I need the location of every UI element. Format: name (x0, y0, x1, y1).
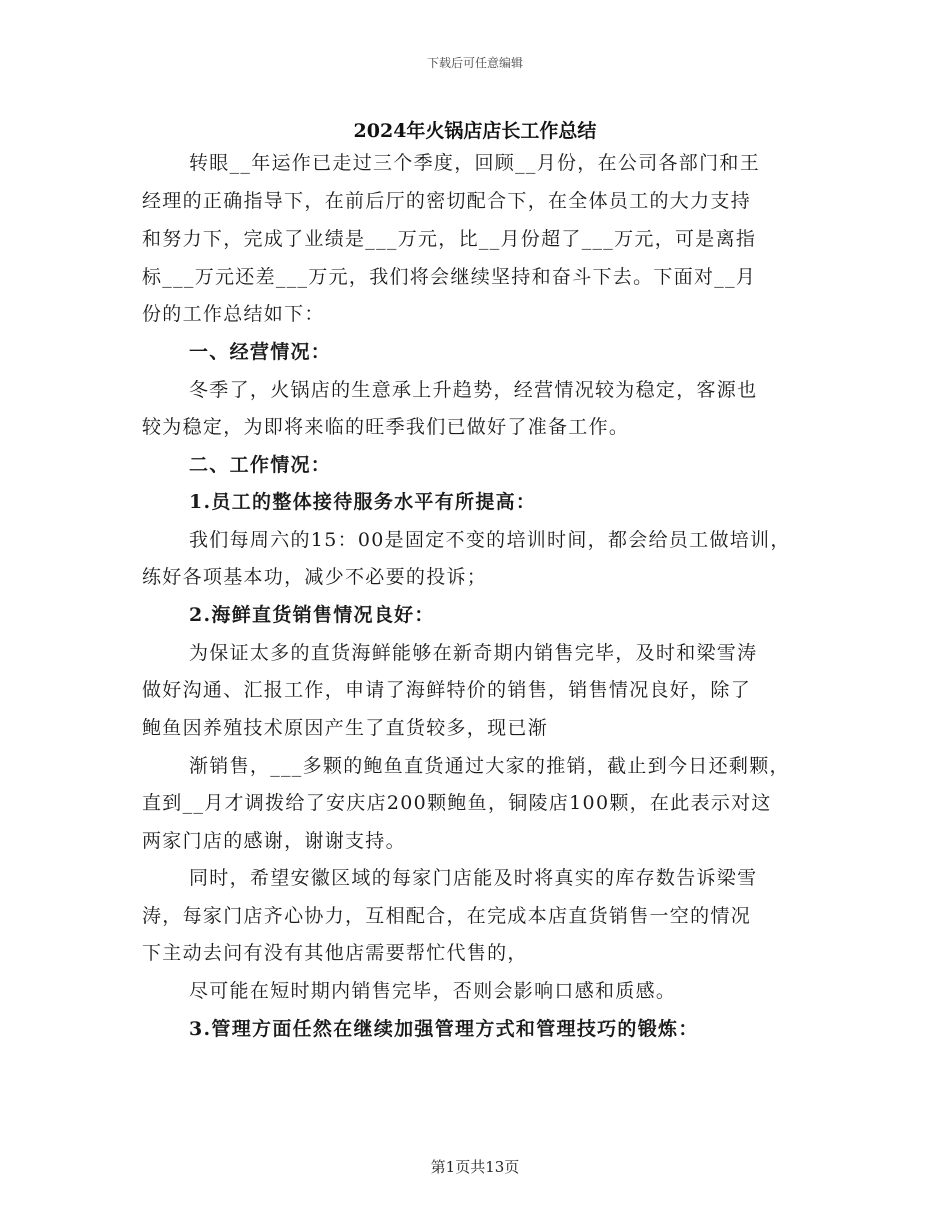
header-note: 下载后可任意编辑 (426, 56, 523, 70)
paragraph-line: 为保证太多的直货海鲜能够在新奇期内销售完毕，及时和梁雪涛 (189, 642, 758, 664)
paragraph-line: 冬季了，火锅店的生意承上升趋势，经营情况较为稳定，客源也 (189, 379, 758, 401)
paragraph-line: 转眼__年运作已走过三个季度，回顾__月份，在公司各部门和王 (189, 152, 761, 174)
paragraph-line: 和努力下，完成了业绩是___万元，比__月份超了___万元，可是离指 (142, 228, 757, 250)
paragraph-line: 鲍鱼因养殖技术原因产生了直货较多，现已渐 (142, 717, 549, 739)
sub-heading: 2.海鲜直货销售情况良好： (189, 604, 435, 626)
paragraph-line: 直到__月才调拨给了安庆店200颗鲍鱼，铜陵店100颗，在此表示对这 (142, 792, 772, 814)
paragraph-line: 尽可能在短时期内销售完毕，否则会影响口感和质感。 (189, 980, 677, 1002)
paragraph-line: 同时，希望安徽区域的每家门店能及时将真实的库存数告诉梁雪 (189, 867, 758, 889)
paragraph-line: 渐销售，___多颗的鲍鱼直货通过大家的推销，截止到今日还剩颗， (189, 755, 790, 777)
paragraph-line: 练好各项基本功，减少不必要的投诉； (142, 566, 488, 588)
paragraph-line: 我们每周六的15：00是固定不变的培训时间，都会给员工做培训， (189, 529, 791, 551)
sub-heading: 3.管理方面任然在继续加强管理方式和管理技巧的锻炼： (189, 1018, 699, 1040)
document-title: 2024年火锅店店长工作总结 (353, 120, 597, 142)
section-heading: 一、经营情况： (189, 341, 332, 363)
paragraph-line: 下主动去问有没有其他店需要帮忙代售的， (142, 942, 528, 964)
sub-heading: 1.员工的整体接待服务水平有所提高： (189, 491, 537, 513)
paragraph-line: 经理的正确指导下，在前后厅的密切配合下，在全体员工的大力支持 (142, 190, 752, 212)
section-heading: 二、工作情况： (189, 454, 332, 476)
paragraph-line: 两家门店的感谢，谢谢支持。 (142, 830, 406, 852)
paragraph-line: 做好沟通、汇报工作，申请了海鲜特价的销售，销售情况良好，除了 (142, 679, 752, 701)
paragraph-line: 标___万元还差___万元，我们将会继续坚持和奋斗下去。下面对__月 (142, 266, 757, 288)
page-number: 第1页共13页 (430, 1158, 520, 1176)
paragraph-line: 涛，每家门店齐心协力，互相配合，在完成本店直货销售一空的情况 (142, 905, 752, 927)
paragraph-line: 份的工作总结如下： (142, 303, 325, 325)
paragraph-line: 较为稳定，为即将来临的旺季我们已做好了准备工作。 (142, 416, 630, 438)
